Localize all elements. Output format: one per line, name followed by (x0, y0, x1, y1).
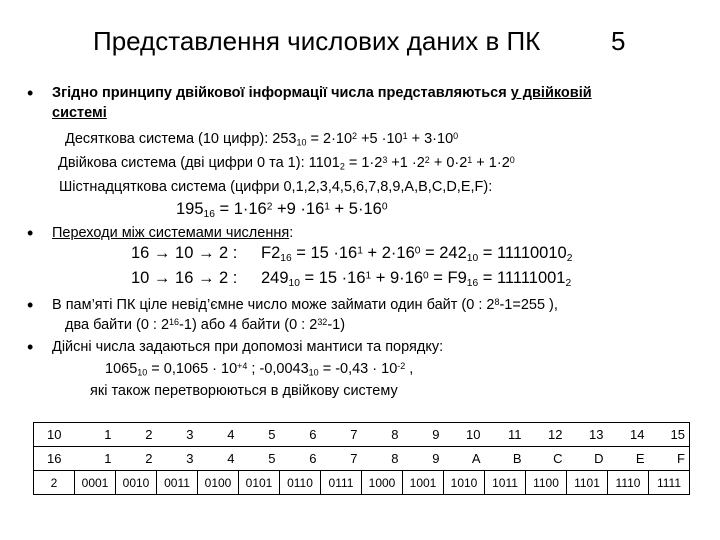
intro-link-cont: системі (52, 105, 107, 121)
number-system-table (33, 422, 690, 495)
table-cell: 0100 (198, 471, 239, 495)
table-cell: 1000 (362, 471, 403, 495)
slide-title: Представлення числових даних в ПК (93, 26, 541, 56)
table-cell: 0001 (75, 471, 116, 495)
table-cell: 4 (198, 447, 239, 471)
table-cell: 4 (198, 423, 239, 447)
table-cell: 5 (239, 447, 280, 471)
decimal-line: Десяткова система (10 цифр): $253_{10} = 2\cdot 10^2 +5 \cdot 10^1 + 3\cdot 10^0$ (65, 130, 459, 148)
real-example: $1065_{10} = 0,1065 \cdot 10^{+4}$ ; $-0,0043_{10} = -0,43 \cdot 10^{-2}$ , (105, 360, 414, 378)
intro-line (52, 85, 592, 101)
table-base-cell: 16 (34, 447, 75, 471)
table-cell: 0111 (321, 471, 362, 495)
table-cell: 1 (75, 423, 116, 447)
conversion-line-2: 10 → 16 → 2 : $249_{10} = 15 \cdot 16^1 + 9\cdot 16^0 = F9_{16} = 11111001_2$ (131, 269, 572, 290)
table-cell: 3 (157, 423, 198, 447)
page-number: 5 (611, 26, 626, 56)
table-cell: F (649, 447, 690, 471)
table-cell: 12 (526, 423, 567, 447)
table-cell: 9 (403, 423, 444, 447)
table-cell: 13 (567, 423, 608, 447)
conversion-line-1: 16 → 10 → 2 : $F2_{16} = 15 \cdot 16^1 + 2\cdot 16^0 = 242_{10} = 11110010_2$ (131, 244, 573, 265)
table-cell: 7 (321, 423, 362, 447)
hex-example: $195_{16} = 1\cdot 16^2 +9 \cdot 16^1 + 5\cdot 16^0$ (176, 200, 388, 221)
table-cell: 1011 (485, 471, 526, 495)
table-cell: 9 (403, 447, 444, 471)
table-cell: 10 (444, 423, 485, 447)
table-cell: 2 (116, 447, 157, 471)
table-cell: 6 (280, 423, 321, 447)
table-cell: 11 (485, 423, 526, 447)
binary-line: Двійкова система (дві цифри 0 та 1): $1101_2 = 1\cdot 2^3 +1 \cdot 2^2 + 0\cdot 2^1 + 1\cdot 2^0$ (58, 154, 515, 172)
table-cell: 7 (321, 447, 362, 471)
table-cell: 1101 (567, 471, 608, 495)
memory-line-1: В пам’яті ПК ціле невід’ємне число може займати один байт (0 : $2^8-1=255$ ), (52, 296, 558, 313)
table-cell: 1 (75, 447, 116, 471)
table-cell: 8 (362, 447, 403, 471)
table-cell: 1001 (403, 471, 444, 495)
table-base-cell: 10 (34, 423, 75, 447)
table-cell: 8 (362, 423, 403, 447)
table-cell: D (567, 447, 608, 471)
table-cell: 3 (157, 447, 198, 471)
bullet-icon: • (27, 295, 34, 315)
table-cell: B (485, 447, 526, 471)
bullet-icon: • (27, 223, 34, 243)
table-row (34, 447, 690, 471)
table-cell: C (526, 447, 567, 471)
real-line-1: Дійсні числа задаються при допомозі мантиси та порядку: (52, 339, 444, 355)
conversions-heading: Переходи між системами числення: (52, 225, 294, 241)
table-row (34, 471, 690, 495)
table-cell: 1010 (444, 471, 485, 495)
memory-line-2: два байти (0 : $2^{16}-1$) або 4 байти (0 : $2^{32}-1$) (65, 316, 346, 333)
table-cell: 0101 (239, 471, 280, 495)
table-cell: 0110 (280, 471, 321, 495)
intro-link: у двійковій (510, 85, 592, 101)
table-cell: 0011 (157, 471, 198, 495)
intro-text: Згідно принципу двійкової інформації числа представляються (52, 85, 511, 101)
table-base-cell: 2 (34, 471, 75, 495)
bullet-icon: • (27, 83, 34, 103)
table-cell: 1111 (649, 471, 690, 495)
table-row (34, 423, 690, 447)
table-cell: 6 (280, 447, 321, 471)
table-cell: 15 (649, 423, 690, 447)
table-cell: A (444, 447, 485, 471)
table-cell: 1100 (526, 471, 567, 495)
table-cell: 5 (239, 423, 280, 447)
table-cell: 1110 (608, 471, 649, 495)
bullet-icon: • (27, 337, 34, 357)
table-cell: E (608, 447, 649, 471)
real-line-3: які також перетворюються в двійкову систему (90, 383, 398, 399)
table-cell: 2 (116, 423, 157, 447)
table-cell: 14 (608, 423, 649, 447)
hex-line: Шістнадцяткова система (цифри 0,1,2,3,4,5,6,7,8,9,A,B,C,D,E,F): (59, 179, 493, 195)
table-cell: 0010 (116, 471, 157, 495)
